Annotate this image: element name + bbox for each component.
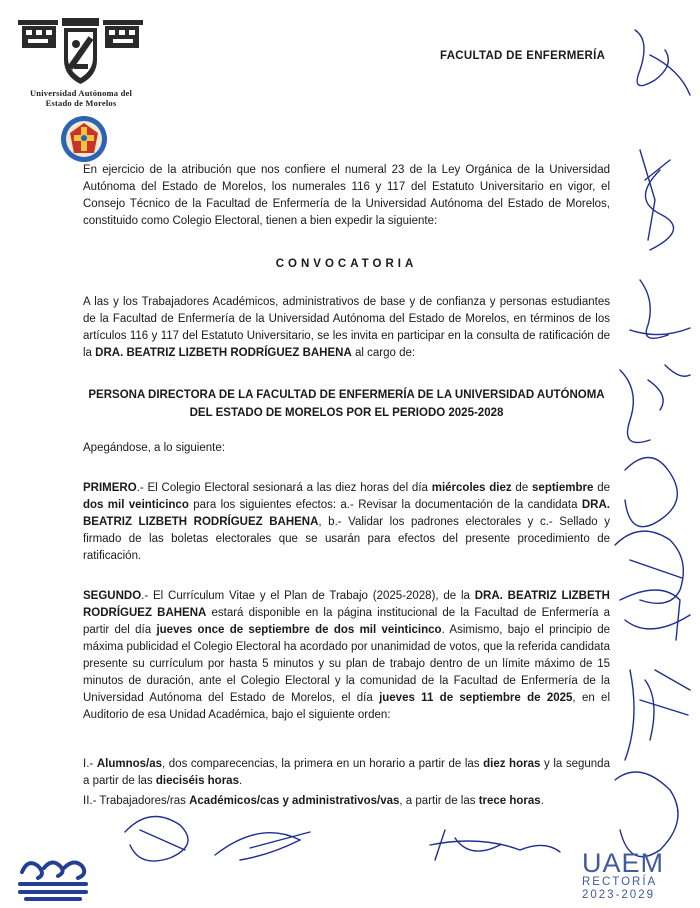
signature-3	[630, 280, 690, 338]
segundo-bold: jueves once de septiembre de dos mil veinticinco	[156, 624, 442, 636]
segundo-text: , en el Auditorio de esa Unidad Académica, bajo el siguiente orden:	[83, 692, 611, 721]
rectoria-label: RECTORÍA	[582, 876, 658, 888]
primero-text: , b.- Validar los padrones electorales y c.- Sellado y firmado de las boletas electorales que se usarán para efectos del presente procedimiento de ratificación.	[83, 516, 610, 562]
signature-8	[625, 670, 690, 760]
order-1-bold: dieciséis horas	[155, 775, 239, 787]
order-1-bold: diez horas	[483, 758, 541, 770]
signature-1	[635, 30, 690, 95]
signature-10	[125, 816, 188, 861]
primero-bold: dos mil veinticinco	[83, 499, 189, 511]
apegandose-line: Apegándose, a lo siguiente:	[83, 442, 225, 454]
order-2-text: , a partir de las	[399, 795, 479, 807]
signature-7	[620, 590, 690, 640]
faculty-name: FACULTAD DE ENFERMERÍA	[440, 50, 606, 62]
primero-bold: septiembre	[532, 482, 594, 494]
order-1-text: y la segunda a partir de las	[83, 758, 610, 787]
primero-text: para los siguientes efectos: a.- Revisar la documentación de la candidata	[188, 499, 582, 511]
segundo-text: estará disponible en la página institucional de la Facultad de Enfermería a partir del día	[83, 607, 610, 636]
primero-paragraph	[83, 480, 610, 565]
primero-text: de	[511, 482, 533, 494]
signature-6	[615, 531, 683, 603]
order-2-text: .	[540, 795, 544, 807]
signature-9	[615, 772, 678, 857]
segundo-bold: DRA. BEATRIZ LIZBETH RODRÍGUEZ BAHENA	[83, 590, 610, 619]
university-crest	[18, 18, 143, 91]
nursing-seal-icon	[60, 115, 108, 163]
order-1-bold: Alumnos/as	[96, 758, 162, 770]
order-item-2	[83, 793, 610, 810]
position-heading-line2: DEL ESTADO DE MORELOS POR EL PERIODO 2025-2028	[189, 407, 504, 419]
order-2-bold: trece horas	[478, 795, 541, 807]
segundo-paragraph	[83, 588, 610, 724]
primero-bold: miércoles diez	[431, 482, 512, 494]
position-heading	[83, 386, 610, 422]
primero-label: PRIMERO	[83, 482, 137, 494]
faculty-seal	[60, 115, 108, 168]
order-2-bold: Académicos/cas y administrativos/vas	[189, 795, 400, 807]
segundo-text: .- El Currículum Vitae y el Plan de Trabajo (2025-2028), de la	[141, 590, 475, 602]
university-name-line2: Estado de Morelos	[45, 98, 117, 108]
order-1-label: I.-	[83, 758, 97, 770]
uaem-stylized-logo	[18, 852, 90, 907]
uaem-wave-icon	[18, 852, 90, 902]
signature-12	[430, 830, 560, 860]
document-title: CONVOCATORIA	[275, 258, 418, 270]
order-2-label: II.- Trabajadores/ras	[83, 795, 190, 807]
segundo-text: . Asimismo, bajo el principio de máxima publicidad el Colegio Electoral ha acordado por unanimidad de votos, que la referida candidata presente su currículum por hasta 5 minutos y su plan de trabajo dentro de un límite máximo de 15 minutos de duración, ante el Colegio Electoral y la comunidad de la Facultad de Enfermería de la Universidad Autónoma del Estado de Morelos, el día	[83, 624, 610, 704]
order-1-text: , dos comparecencias, la primera en un horario a partir de las	[162, 758, 484, 770]
candidate-name: DRA. BEATRIZ LIZBETH RODRÍGUEZ BAHENA	[95, 347, 352, 359]
segundo-label: SEGUNDO	[83, 590, 142, 602]
signature-4	[620, 365, 690, 443]
signature-11	[215, 832, 310, 860]
signature-5	[625, 458, 677, 527]
invitation-text-end: al cargo de:	[351, 347, 416, 359]
position-heading-line1: PERSONA DIRECTORA DE LA FACULTAD DE ENFERMERÍA DE LA UNIVERSIDAD AUTÓNOMA	[88, 389, 605, 401]
invitation-paragraph	[83, 294, 610, 362]
intro-paragraph: En ejercicio de la atribución que nos confiere el numeral 23 de la Ley Orgánica de la Universidad Autónoma del Estado de Morelos, los numerales 116 y 117 del Estatuto Universitario en vigor, el Consejo Técnico de la Facultad de Enfermería de la Universidad Autónoma del Estado de Morelos, constituido como Colegio Electoral, tienen a bien expedir la siguiente:	[83, 164, 610, 227]
university-name	[6, 88, 156, 108]
crest-icon	[18, 18, 143, 86]
primero-text: .- El Colegio Electoral sesionará a las diez horas del día	[136, 482, 432, 494]
signature-2	[640, 150, 674, 250]
primero-bold: DRA. BEATRIZ LIZBETH RODRÍGUEZ BAHENA	[83, 499, 610, 528]
segundo-bold: jueves 11 de septiembre de 2025	[379, 692, 573, 704]
order-item-1	[83, 756, 610, 790]
primero-text: de	[593, 482, 610, 494]
order-1-text: .	[238, 775, 243, 787]
rectoria-period: 2023-2029	[582, 889, 655, 901]
invitation-text: A las y los Trabajadores Académicos, administrativos de base y de confianza y personas estudiantes de la Facultad de Enfermería de la Universidad Autónoma del Estado de Morelos, en términos de los artículos 116 y 117 del Estatuto Universitario, se les invita en participar en la consulta de ratificación de la	[83, 296, 610, 359]
uaem-brand: UAEM	[582, 848, 665, 878]
university-name-line1: Universidad Autónoma del	[29, 88, 133, 98]
uaem-branding	[582, 850, 664, 902]
